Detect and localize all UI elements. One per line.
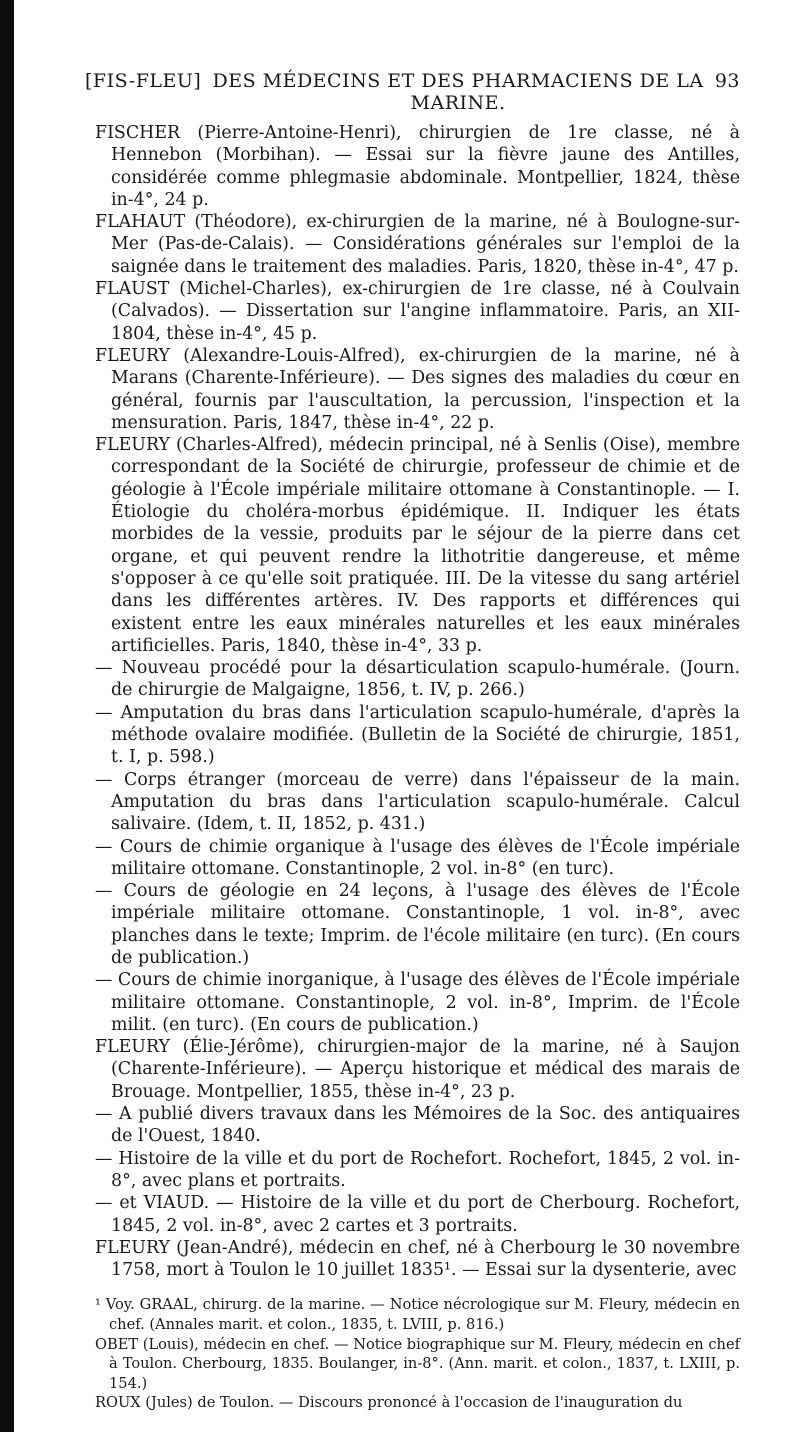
footnote-obet: OBET (Louis), médecin en chef. — Notice biographique sur M. Fleury, médecin en chef à Toulon. Cherbourg, 1835. Boulanger, in-8°. (Ann. marit. et colon., 1837, t. LXIII, p. 154.) xyxy=(95,1335,740,1392)
sub-entry: — Histoire de la ville et du port de Rochefort. Rochefort, 1845, 2 vol. in-8°, avec plans et portraits. xyxy=(95,1148,740,1191)
sub-entry: — Corps étranger (morceau de verre) dans l'épaisseur de la main. Amputation du bras dans l'articulation scapulo-humérale. Calcul salivaire. (Idem, t. II, 1852, p. 431.) xyxy=(95,769,740,835)
sub-entry: — et VIAUD. — Histoire de la ville et du port de Cherbourg. Rochefort, 1845, 2 vol. in-8°, avec 2 cartes et 3 portraits. xyxy=(95,1193,740,1236)
entry-fleury-elie: FLEURY (Élie-Jérôme), chirurgien-major de la marine, né à Saujon (Charente-Inférieure). — Aperçu historique et médical des marais de Brouage. Montpellier, 1855, thèse in-4°, 23 p. xyxy=(95,1037,740,1102)
sub-entry: — Amputation du bras dans l'articulation scapulo-humérale, d'après la méthode ovalaire modifiée. (Bulletin de la Société de chirurgie, 1851, t. I, p. 598.) xyxy=(95,702,740,768)
entry-flahaut: FLAHAUT (Théodore), ex-chirurgien de la marine, né à Boulogne-sur-Mer (Pas-de-Calais). — Considérations générales sur l'emploi de la saignée dans le traitement des maladies. Paris, 1820, thèse in-4°, 47 p. xyxy=(95,212,740,277)
entry-fleury-charles: FLEURY (Charles-Alfred), médecin principal, né à Senlis (Oise), membre correspondant de la Société de chirurgie, professeur de chimie et de géologie à l'École impériale militaire ottomane à Constantinople. — I. Étiologie du choléra-morbus épidémique. II. Indiquer les états morbides de la vessie, produits par le séjour de la pierre dans cet organe, et qui peuvent rendre la lithotritie dangereuse, et même s'opposer à ce qu'elle soit pratiquée. III. De la vitesse du sang artériel dans les différentes artères. IV. Des rapports et différences qui existent entre les eaux minérales naturelles et les eaux minérales artificielles. Paris, 1840, thèse in-4°, 33 p. xyxy=(95,435,740,656)
footnote-graal: ¹ Voy. GRAAL, chirurg. de la marine. — Notice nécrologique sur M. Fleury, médecin en chef. (Annales marit. et colon., 1835, t. LVIII, p. 816.) xyxy=(95,1296,740,1334)
page-number: 93 xyxy=(714,70,740,92)
sub-entry: — Cours de chimie inorganique, à l'usage des élèves de l'École impériale militaire ottomane. Constantinople, 2 vol. in-8°, Imprim. de l'École milit. (en turc). (En cours de publication.) xyxy=(95,970,740,1035)
entry-list xyxy=(95,122,740,1281)
sub-entry: — Cours de chimie organique à l'usage des élèves de l'École impériale militaire ottomane. Constantinople, 2 vol. in-8° (en turc). xyxy=(95,836,740,879)
running-header xyxy=(85,70,740,114)
sub-entry: — Nouveau procédé pour la désarticulation scapulo-humérale. (Journ. de chirurgie de Malgaigne, 1856, t. IV, p. 266.) xyxy=(95,658,740,701)
header-title: DES MÉDECINS ET DES PHARMACIENS DE LA MARINE. xyxy=(212,70,704,114)
footnote-roux: ROUX (Jules) de Toulon. — Discours prononcé à l'occasion de l'inauguration du xyxy=(95,1394,683,1412)
entry-fleury-alexandre: FLEURY (Alexandre-Louis-Alfred), ex-chirurgien de la marine, né à Marans (Charente-Inférieure). — Des signes des maladies du cœur en général, fournis par l'auscultation, la percussion, l'inspection et la mensuration. Paris, 1847, thèse in-4°, 22 p. xyxy=(95,345,740,433)
footnotes xyxy=(95,1295,740,1413)
sub-entry: — Cours de géologie en 24 leçons, à l'usage des élèves de l'École impériale militaire ottomane. Constantinople, 1 vol. in-8°, avec planches dans le texte; Imprim. de l'école militaire (en turc). (En cours de publication.) xyxy=(95,881,740,968)
entry-flaust: FLAUST (Michel-Charles), ex-chirurgien de 1re classe, né à Coulvain (Calvados). — Dissertation sur l'angine inflammatoire. Paris, an XII-1804, thèse in-4°, 45 p. xyxy=(95,279,740,344)
entry-fleury-jean: FLEURY (Jean-André), médecin en chef, né à Cherbourg le 30 novembre 1758, mort à Toulon le 10 juillet 1835¹. — Essai sur la dysenterie, avec xyxy=(95,1237,740,1281)
sub-entry: — A publié divers travaux dans les Mémoires de la Soc. des antiquaires de l'Ouest, 1840. xyxy=(95,1104,740,1147)
entry-fischer: FISCHER (Pierre-Antoine-Henri), chirurgien de 1re classe, né à Hennebon (Morbihan). — Essai sur la fièvre jaune des Antilles, considérée comme phlegmasie abdominale. Montpellier, 1824, thèse in-4°, 24 p. xyxy=(95,123,740,210)
header-range: [FIS-FLEU] xyxy=(85,70,202,92)
binding-shadow xyxy=(0,0,14,1432)
